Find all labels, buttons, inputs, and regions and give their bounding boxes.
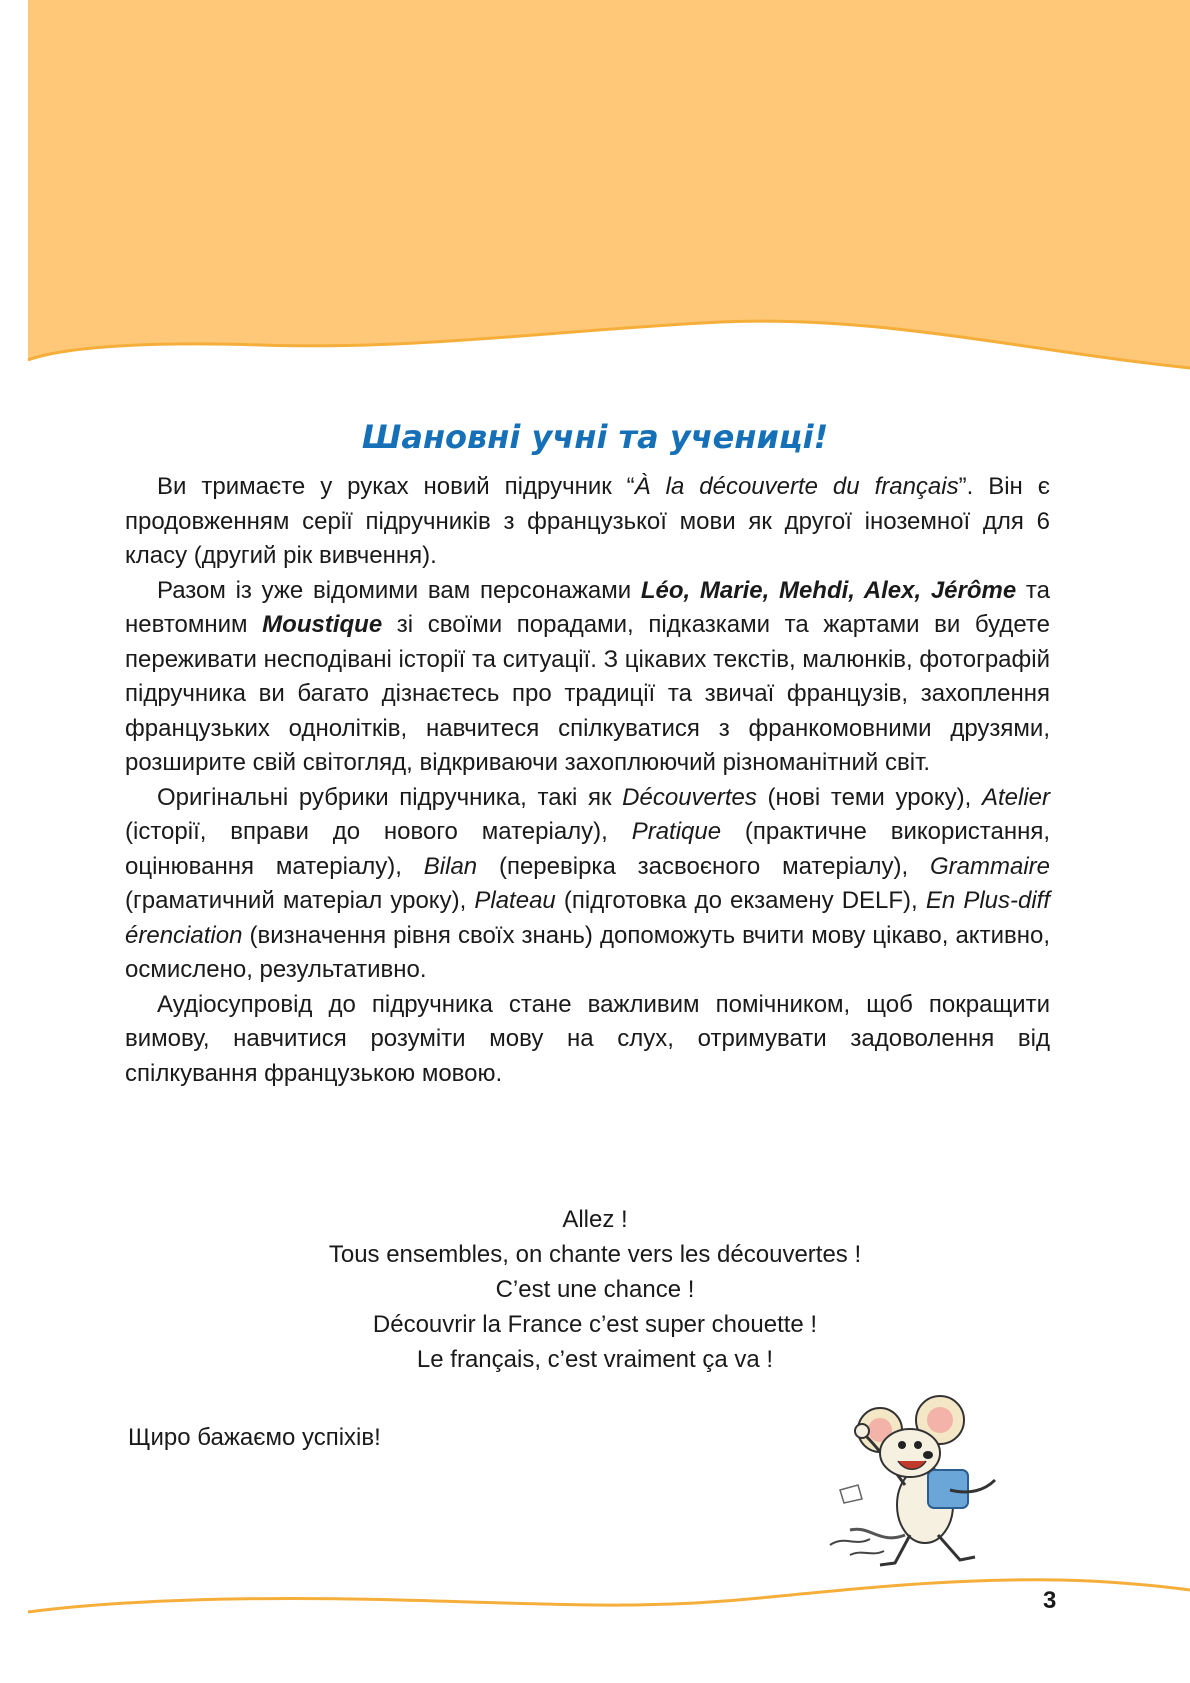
audio-paragraph: Аудіосупровід до підручника стане важливим помічником, щоб покращити вимову, навчитися розуміти мову на слух, отримувати задоволення від спілкування французькою мовою.	[125, 990, 1050, 1087]
book-title: À la découverte du français	[634, 473, 959, 500]
poem-line: Tous ensembles, on chante vers les découvertes !	[328, 1241, 862, 1268]
rubric-atelier: Atelier	[981, 783, 1050, 811]
poem	[0, 1202, 1190, 1377]
poem-line: Découvrir la France c’est super chouette !	[372, 1311, 818, 1338]
rubric-en-plus: En Plus-diff érenciation	[125, 887, 1051, 949]
page-number: 3	[1043, 1587, 1057, 1614]
character-names: Léo, Marie, Mehdi, Alex, Jérôme	[640, 576, 1017, 604]
rubric-grammaire: Grammaire	[929, 852, 1050, 880]
intro-paragraph: Ви тримаєте у руках новий підручник “À la découverte du français”. Він є продовженням серії підручників з французької мови як другої іноземної для 6 класу (другий рік вивчення).	[125, 473, 1050, 569]
rubric-plateau: Plateau	[474, 887, 556, 914]
rubrics-paragraph: Оригінальні рубрики підручника, такі як Découvertes (нові теми уроку), Atelier (історії, вправи до нового матеріалу), Pratique (практичне використання, оцінювання матеріалу), Bilan (перевірка засвоєного матеріалу), Grammaire (граматичний матеріал уроку), Plateau (підготовка до екзамену DELF), En Plus-diff érenciation (визначення рівня своїх знань) допоможуть вчити мову цікаво, активно, осмислено, результативно.	[125, 783, 1051, 983]
page-title: Шановні учні та учениці!	[361, 418, 829, 456]
mouse-mascot-icon	[810, 1395, 1040, 1575]
mascot-name: Moustique	[262, 611, 383, 638]
poem-line: C’est une chance !	[495, 1276, 695, 1303]
footer-wave	[0, 1570, 1190, 1630]
header-band	[0, 0, 1190, 380]
characters-paragraph: Разом із уже відомими вам персонажами Léo, Marie, Mehdi, Alex, Jérôme та невтомним Moustique зі своїми порадами, підказками та жартами ви будете переживати несподівані історії та ситуації. З цікавих текстів, малюнків, фотографій підручника ви багато дізнаєтесь про традиції та звичаї французів, захоплення французьких однолітків, навчитеся спілкуватися з франкомовними друзями, розширите свій світогляд, відкриваючи захоплюючий різноманітний світ.	[125, 576, 1050, 776]
rubric-bilan: Bilan	[423, 852, 478, 880]
body-text	[125, 470, 1050, 1091]
poem-line: Allez !	[562, 1206, 628, 1233]
closing-wish: Щиро бажаємо успіхів!	[128, 1424, 381, 1451]
rubric-decouvertes: Découvertes	[622, 783, 757, 811]
poem-line: Le français, c’est vraiment ça va !	[416, 1346, 774, 1373]
rubric-pratique: Pratique	[631, 818, 722, 845]
